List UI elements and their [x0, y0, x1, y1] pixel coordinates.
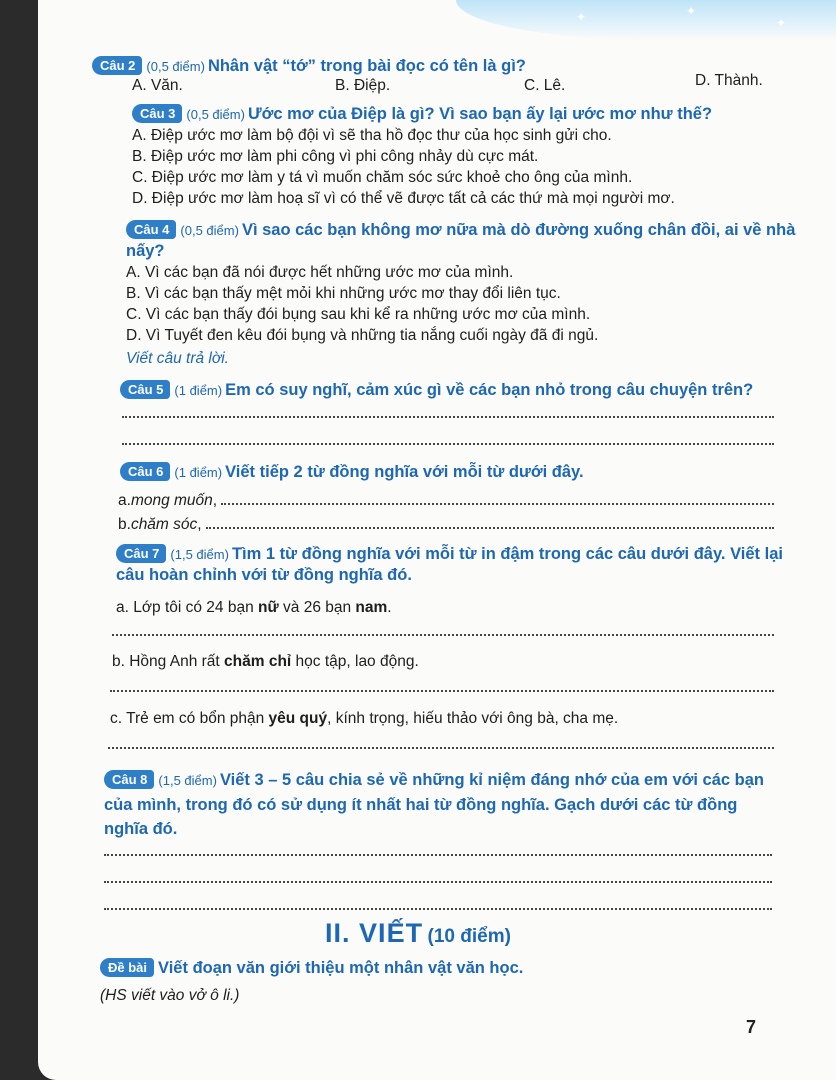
bold-word: yêu quý [268, 710, 328, 727]
answer-leader[interactable] [221, 502, 774, 505]
question-badge: Câu 6 [120, 462, 170, 481]
page-number: 7 [746, 1017, 757, 1037]
sentence-part: a. Lớp tôi có 24 bạn [116, 599, 259, 616]
question-text: Em có suy nghĩ, cảm xúc gì về các bạn nhỏ trong câu chuyện trên? [225, 381, 754, 399]
option-b: B. Vì các bạn thấy mệt mỏi khi những ước mơ thay đổi liên tục. [126, 285, 561, 302]
question-badge: Câu 2 [92, 56, 142, 75]
sentence-part: và 26 bạn [278, 599, 356, 616]
sentence-b [112, 651, 419, 672]
option-c: C. Vì các bạn thấy đói bụng sau khi kể ra những ước mơ của mình. [126, 306, 591, 323]
question-text: Vì sao các bạn không mơ nữa mà dò đường xuống chân đồi, ai về nhà nấy? [126, 221, 796, 260]
answer-leader[interactable] [206, 526, 774, 529]
item-prefix: a. [118, 492, 131, 509]
item-prefix: b. [118, 516, 131, 533]
instruction-text: Viết câu trả lời. [126, 350, 229, 367]
sentence-part: . [387, 599, 392, 616]
option-d: D. Thành. [695, 72, 763, 89]
question-points: (1 điểm) [174, 383, 223, 398]
sentence-part: học tập, lao động. [291, 653, 419, 670]
bold-word: nữ [258, 599, 279, 616]
question-points: (1 điểm) [174, 465, 223, 480]
answer-line[interactable] [122, 443, 774, 445]
star-icon: ✦ [576, 10, 587, 24]
writing-task [100, 958, 796, 1006]
question-text: Viết tiếp 2 từ đồng nghĩa với mỗi từ dưới đây. [225, 463, 584, 481]
task-note: (HS viết vào vở ô li.) [100, 987, 240, 1004]
item-word: chăm sóc [130, 516, 198, 533]
option-d: D. Vì Tuyết đen kêu đói bụng và những tia nắng cuối ngày đã đi ngủ. [126, 327, 599, 344]
question-points: (0,5 điểm) [180, 223, 239, 238]
sentence-part: b. Hồng Anh rất [112, 653, 225, 670]
question-badge: Câu 5 [120, 380, 170, 399]
option-a: A. Vì các bạn đã nói được hết những ước mơ của mình. [126, 264, 514, 281]
options-row [92, 72, 796, 98]
bold-word: nam [355, 599, 388, 616]
item-suffix: , [197, 516, 202, 533]
question-7 [116, 544, 786, 586]
answer-line[interactable] [104, 854, 772, 856]
question-points: (1,5 điểm) [158, 773, 217, 788]
fill-line-b[interactable] [118, 516, 774, 534]
question-8 [104, 768, 780, 841]
option-c: C. Lê. [524, 77, 566, 94]
header-sky-decoration [456, 0, 836, 40]
option-b: B. Điệp. [335, 77, 391, 94]
question-badge: Câu 7 [116, 544, 166, 563]
question-points: (0,5 điểm) [146, 59, 205, 74]
section-heading [0, 918, 836, 949]
sentence-part: c. Trẻ em có bổn phận [110, 710, 269, 727]
sentence-c [110, 708, 618, 729]
answer-line[interactable] [104, 881, 772, 883]
answer-line[interactable] [104, 908, 772, 910]
sentence-a [116, 597, 392, 618]
question-points: (1,5 điểm) [170, 547, 229, 562]
question-text: Ước mơ của Điệp là gì? Vì sao bạn ấy lại ước mơ như thế? [247, 105, 713, 123]
question-4 [126, 220, 796, 368]
fill-line-a[interactable] [118, 492, 774, 510]
question-badge: Câu 4 [126, 220, 176, 239]
star-icon: ✦ [686, 4, 697, 18]
question-6 [120, 462, 796, 483]
question-2 [92, 56, 796, 98]
star-icon: ✦ [776, 16, 787, 30]
section-title: II. VIẾT [325, 918, 424, 948]
question-5 [120, 380, 796, 401]
question-points: (0,5 điểm) [186, 107, 245, 122]
task-text: Viết đoạn văn giới thiệu một nhân vật văn học. [158, 959, 524, 977]
option-a: A. Văn. [132, 77, 183, 94]
question-badge: Câu 8 [104, 770, 154, 789]
question-text: Tìm 1 từ đồng nghĩa với mỗi từ in đậm trong các câu dưới đây. Viết lại câu hoàn chỉnh với từ đồng nghĩa đó. [116, 545, 783, 584]
option-c: C. Điệp ước mơ làm y tá vì muốn chăm sóc sức khoẻ cho ông của mình. [132, 169, 633, 186]
option-b: B. Điệp ước mơ làm phi công vì phi công nhảy dù cực mát. [132, 148, 539, 165]
answer-line[interactable] [110, 690, 774, 692]
question-3 [132, 104, 796, 209]
section-points: (10 điểm) [427, 926, 511, 947]
sentence-part: , kính trọng, hiếu thảo với ông bà, cha mẹ. [327, 710, 619, 727]
item-suffix: , [212, 492, 218, 509]
option-d: D. Điệp ước mơ làm hoạ sĩ vì có thể vẽ được tất cả các thứ mà mọi người mơ. [132, 190, 675, 207]
question-text: Viết 3 – 5 câu chia sẻ về những kỉ niệm đáng nhớ của em với các bạn của mình, trong đó có sử dụng ít nhất hai từ đồng nghĩa. Gạch dưới các từ đồng nghĩa đó. [104, 771, 764, 838]
answer-line[interactable] [108, 747, 774, 749]
item-word: mong muốn [130, 492, 213, 509]
task-badge: Đề bài [100, 958, 154, 977]
question-badge: Câu 3 [132, 104, 182, 123]
option-a: A. Điệp ước mơ làm bộ đội vì sẽ tha hồ đọc thư của học sinh gửi cho. [132, 127, 612, 144]
bold-word: chăm chỉ [224, 653, 292, 670]
answer-line[interactable] [122, 416, 774, 418]
answer-line[interactable] [112, 634, 774, 636]
question-text: Nhân vật “tớ” trong bài đọc có tên là gì? [207, 57, 526, 75]
